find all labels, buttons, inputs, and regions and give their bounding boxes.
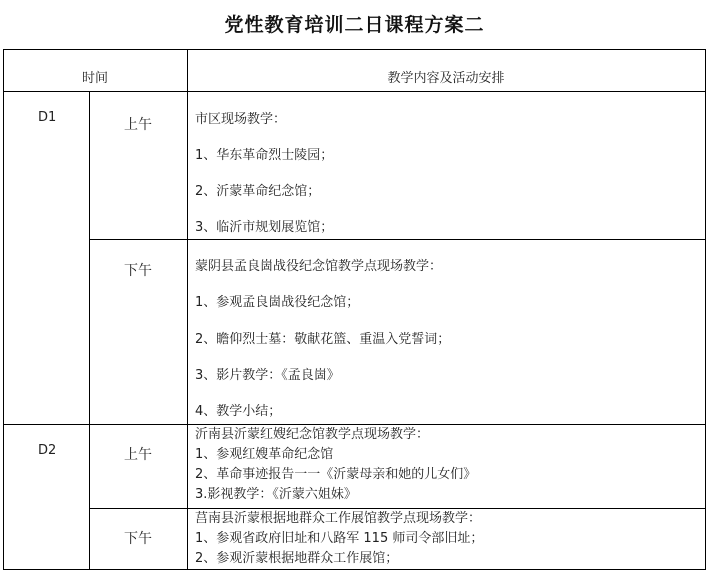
d1-am-line: 市区现场教学： — [195, 112, 287, 127]
slot-d2-pm: 下午 — [124, 531, 152, 547]
table-border-bottom — [3, 569, 705, 570]
d1-am-line: 2、沂蒙革命纪念馆； — [195, 184, 321, 199]
header-time: 时间 — [81, 71, 108, 86]
day-slot-divider-d1 — [89, 91, 90, 425]
day-label-d1: D1 — [38, 110, 57, 125]
d2-session-divider — [89, 508, 705, 509]
d2-pm-line: 1、参观省政府旧址和八路军 115 师司令部旧址； — [195, 531, 484, 546]
d1-pm-line: 1、参观孟良崮战役纪念馆； — [195, 295, 360, 310]
table-border-right — [705, 49, 706, 570]
table-border-left — [3, 49, 4, 570]
d1-pm-line: 4、教学小结； — [195, 404, 282, 419]
d2-am-line: 1、参观红嫂革命纪念馆 — [195, 447, 334, 462]
d2-am-line: 3.影视教学：《沂蒙六姐妹》 — [195, 487, 357, 502]
d2-pm-line: 2、参观沂蒙根据地群众工作展馆； — [195, 551, 399, 566]
document-title: 党性教育培训二日课程方案二 — [224, 14, 485, 36]
d1-pm-line: 蒙阴县孟良崮战役纪念馆教学点现场教学： — [195, 259, 443, 274]
d1-pm-line: 2、瞻仰烈士墓：敬献花篮、重温入党誓词； — [195, 332, 451, 347]
header-divider — [3, 91, 705, 92]
d2-pm-line: 莒南县沂蒙根据地群众工作展馆教学点现场教学： — [195, 511, 482, 526]
time-content-divider — [187, 49, 188, 570]
day-label-d2: D2 — [38, 443, 57, 458]
slot-d2-am: 上午 — [124, 447, 152, 463]
d2-am-line: 2、革命事迹报告一一《沂蒙母亲和她的儿女们》 — [195, 467, 477, 482]
d2-am-line: 沂南县沂蒙红嫂纪念馆教学点现场教学： — [195, 427, 430, 442]
slot-d1-pm: 下午 — [124, 263, 152, 279]
d1-session-divider — [89, 239, 705, 240]
day-slot-divider-d2 — [89, 424, 90, 570]
d1-am-line: 1、华东革命烈士陵园； — [195, 148, 334, 163]
slot-d1-am: 上午 — [124, 117, 152, 133]
table-border-top — [3, 49, 705, 50]
d1-pm-line: 3、影片教学：《孟良崮》 — [195, 368, 340, 383]
day-divider — [3, 424, 705, 425]
d1-am-line: 3、临沂市规划展览馆； — [195, 220, 334, 235]
header-content: 教学内容及活动安排 — [387, 71, 505, 86]
